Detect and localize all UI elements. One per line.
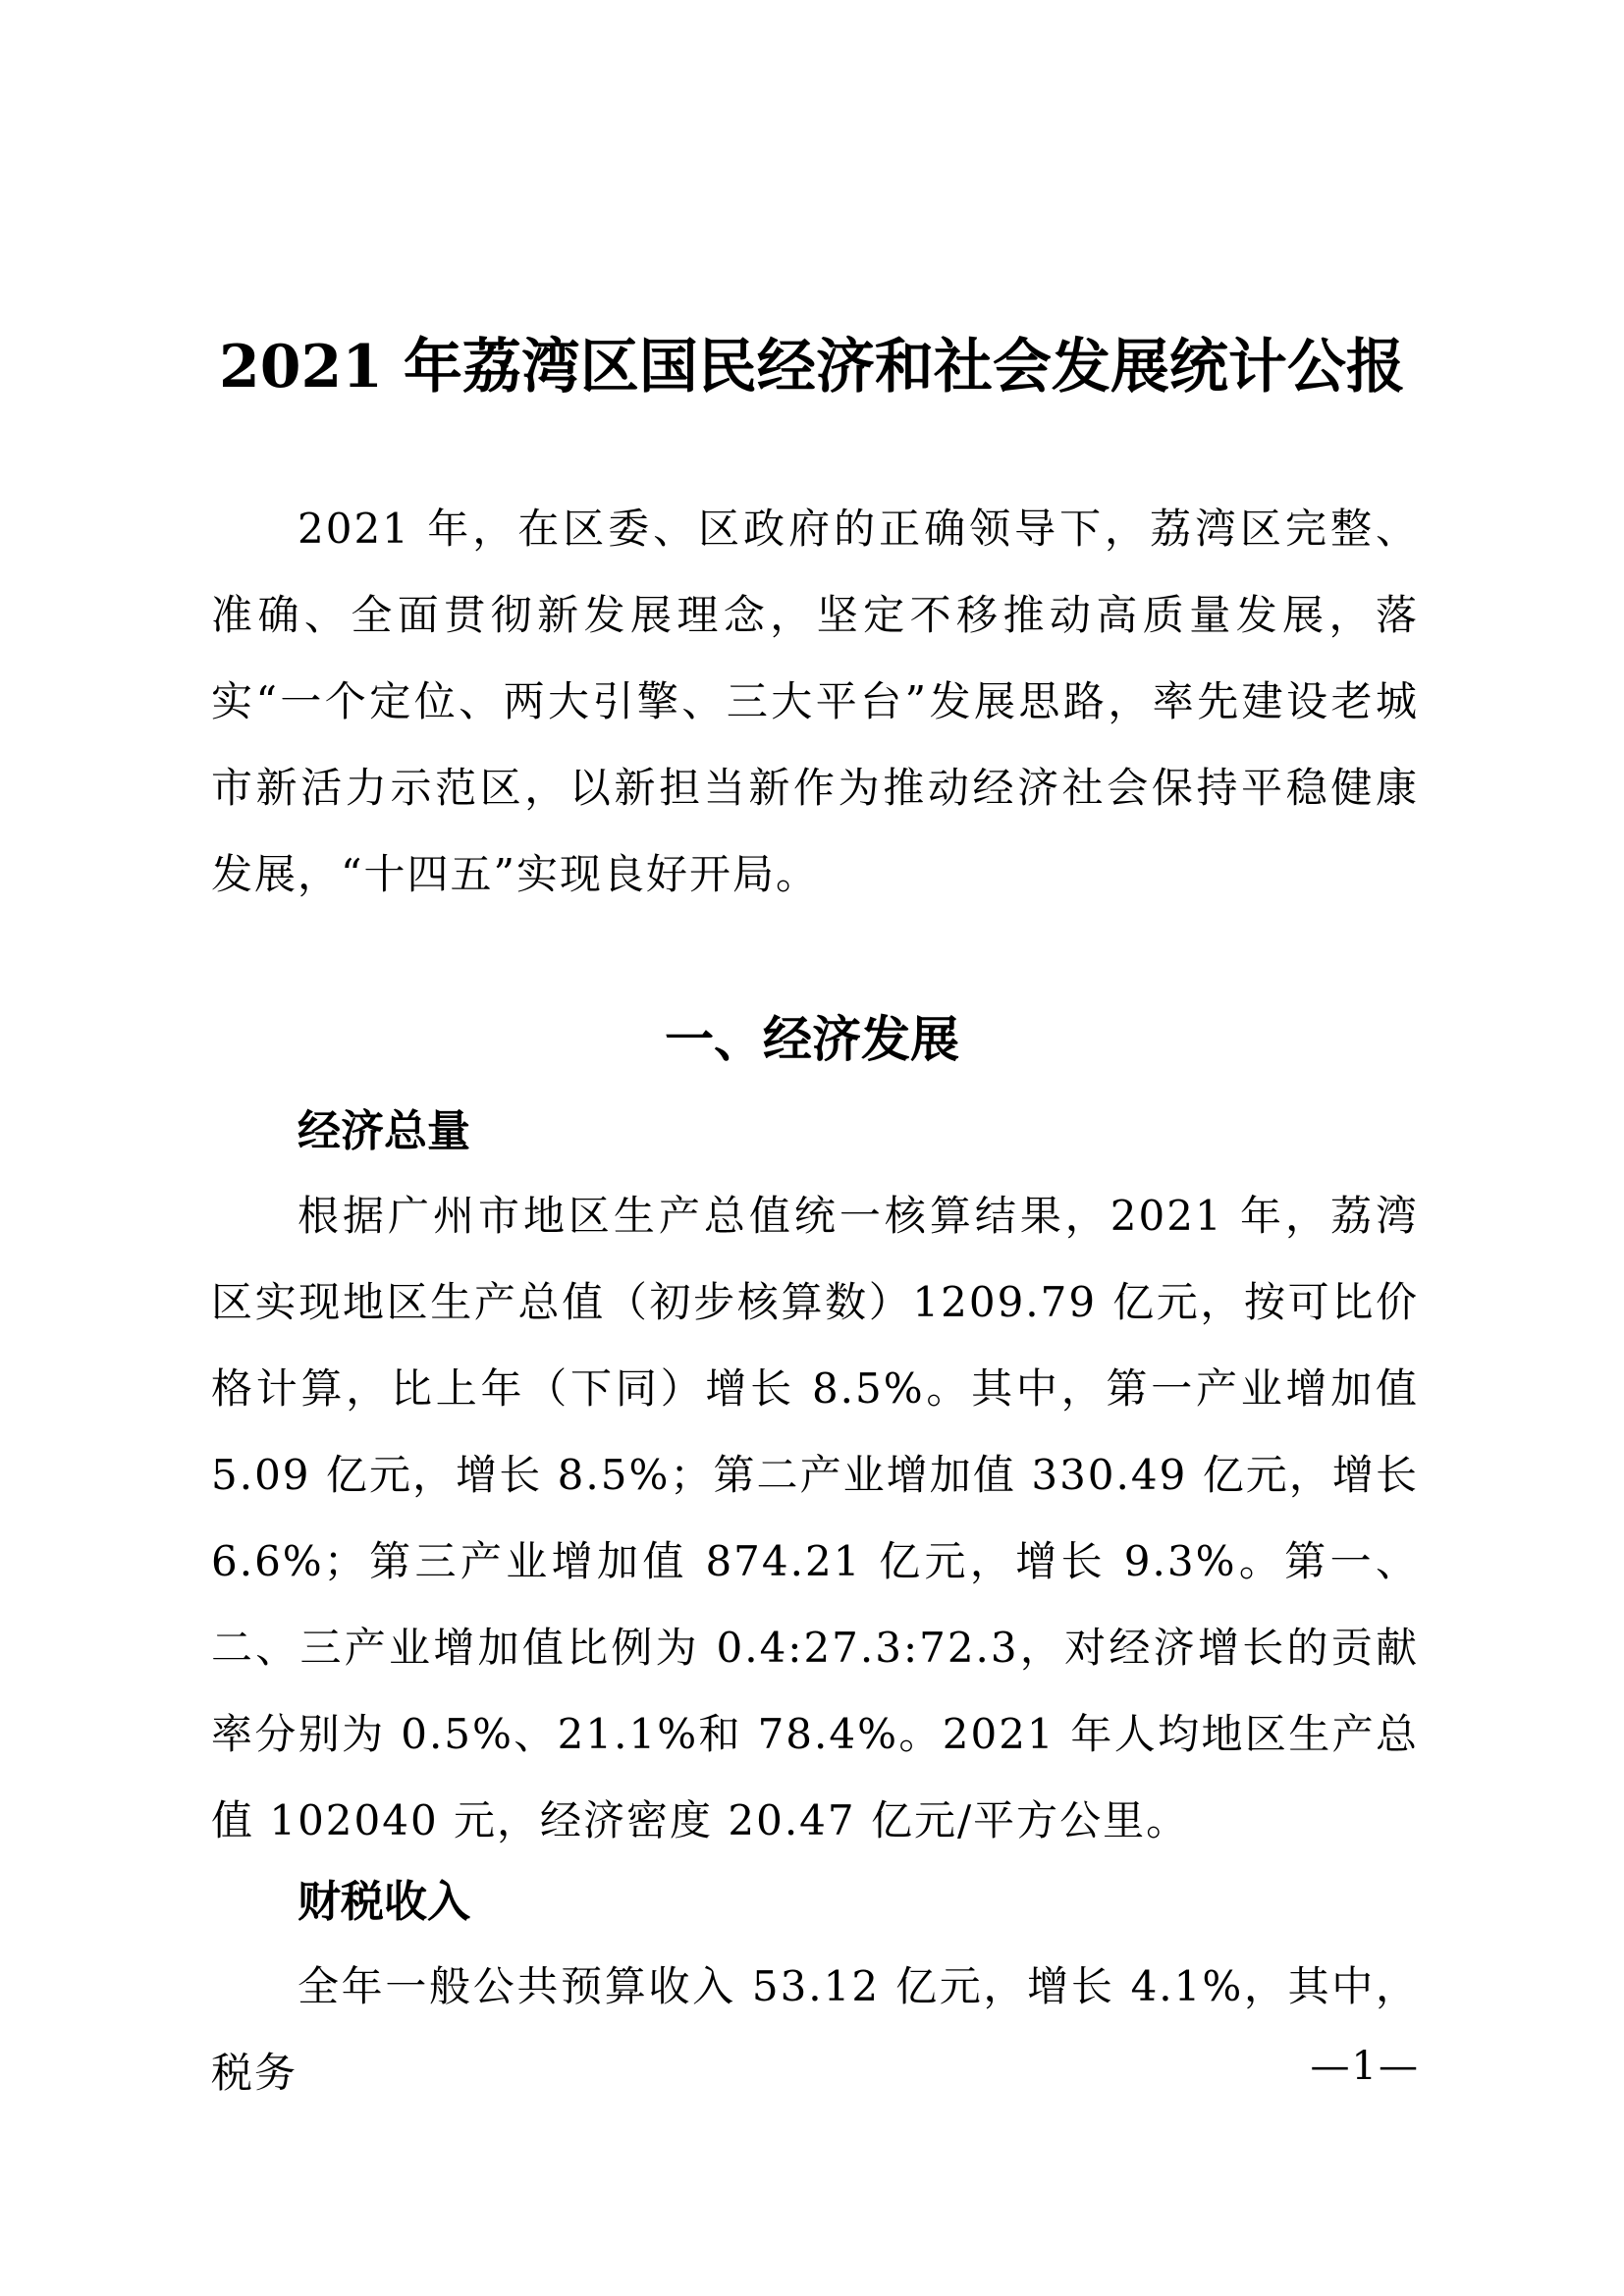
subsection-heading-economic-output: 经济总量 [298,1106,470,1156]
paragraph-fiscal-revenue: 全年一般公共预算收入 53.12 亿元，增长 4.1%，其中，税务 [211,1962,1419,2097]
paragraph-economic-output: 根据广州市地区生产总值统一核算结果，2021 年，荔湾区实现地区生产总值（初步核算数）1209.79 亿元，按可比价格计算，比上年（下同）增长 8.5%。其中，第一产业增加值 5.09 亿元，增长 8.5%；第二产业增加值 330.49 亿元，增长 6.6%；第三产业增加值 874.21 亿元，增长 9.3%。第一、二、三产业增加值比例为 0.4:27.3:72.3，对经济增长的贡献率分别为 0.5%、21.1%和 78.4%。2021 年人均地区生产总值 102040 元，经济密度 20.47 亿元/平方公里。 [211,1192,1419,1844]
page-number: —1— [1310,2044,1420,2089]
intro-paragraph: 2021 年，在区委、区政府的正确领导下，荔湾区完整、准确、全面贯彻新发展理念，坚定不移推动高质量发展，落实“一个定位、两大引擎、三大平台”发展思路，率先建设老城市新活力示范区，以新担当新作为推动经济社会保持平稳健康发展，“十四五”实现良好开局。 [211,505,1419,898]
subsection-heading-fiscal-revenue: 财税收入 [298,1877,470,1927]
section-heading-economic-development: 一、经济发展 [665,1010,959,1068]
document-title: 2021 年荔湾区国民经济和社会发展统计公报 [219,333,1405,402]
